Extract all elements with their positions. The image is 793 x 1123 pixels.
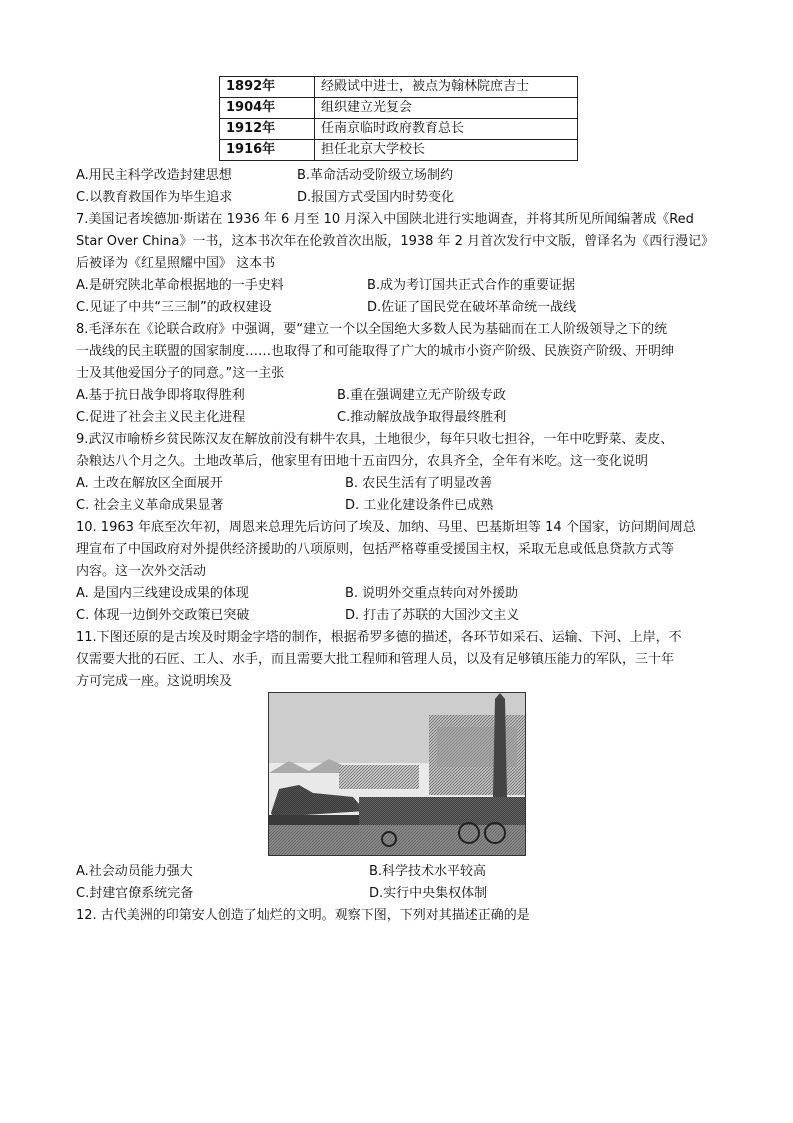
q11-stem-line: 仅需要大批的石匠、工人、水手，而且需要大批工程师和管理人员，以及有足够镇压能力的军队，三十年	[76, 652, 675, 667]
q6-option-b: B.革命活动受阶级立场制约	[297, 168, 454, 183]
q8-option-b: B.重在强调建立无产阶级专政	[337, 388, 507, 403]
q7-stem-line: 后被译为《红星照耀中国》 这本书	[76, 256, 276, 271]
q6-option-c: C.以教育救国作为毕生追求	[76, 190, 233, 205]
timeline-year: 1904年	[220, 98, 315, 119]
q9-option-a: A. 土改在解放区全面展开	[76, 476, 223, 491]
q11-option-c: C.封建官僚系统完备	[76, 886, 194, 901]
q8-option-c: C.促进了社会主义民主化进程	[76, 410, 246, 425]
q7-stem-line: 7.美国记者埃德加·斯诺在 1936 年 6 月至 10 月深入中国陕北进行实地调查，并将其所见所闻编著成《Red	[76, 212, 694, 227]
timeline-event: 任南京临时政府教育总长	[315, 119, 578, 140]
q7-option-d: D.佐证了国民党在破坏革命统一战线	[367, 300, 577, 315]
q7-option-c: C.见证了中共“三三制”的政权建设	[76, 300, 272, 315]
q7-option-a: A.是研究陕北革命根据地的一手史料	[76, 278, 284, 293]
table-row	[220, 119, 578, 140]
q9-option-b: B. 农民生活有了明显改善	[345, 476, 493, 491]
q10-option-d: D. 打击了苏联的大国沙文主义	[345, 608, 520, 623]
q10-option-a: A. 是国内三线建设成果的体现	[76, 586, 249, 601]
q9-option-c: C. 社会主义革命成果显著	[76, 498, 224, 513]
q12-stem-line: 12. 古代美洲的印第安人创造了灿烂的文明。观察下图，下列对其描述正确的是	[76, 908, 530, 923]
q8-option-a: A.基于抗日战争即将取得胜利	[76, 388, 245, 403]
engraving-image-icon	[269, 693, 525, 855]
q11-option-d: D.实行中央集权体制	[369, 886, 488, 901]
timeline-year: 1892年	[220, 77, 315, 98]
timeline-year: 1916年	[220, 140, 315, 161]
q9-stem-line: 9.武汉市喻桥乡贫民陈汉友在解放前没有耕牛农具，土地很少，每年只收七担谷，一年中吃野菜、麦皮、	[76, 432, 674, 447]
q7-option-b: B.成为考订国共正式合作的重要证据	[367, 278, 576, 293]
q8-stem-line: 一战线的民主联盟的国家制度……也取得了和可能取得了广大的城市小资产阶级、民族资产阶级、开明绅	[76, 344, 675, 359]
q11-option-a: A.社会动员能力强大	[76, 864, 193, 879]
timeline-event: 担任北京大学校长	[315, 140, 578, 161]
q8-stem-line: 8.毛泽东在《论联合政府》中强调，要“建立一个以全国绝大多数人民为基础而在工人阶级领导之下的统	[76, 322, 668, 337]
timeline-event: 组织建立光复会	[315, 98, 578, 119]
q10-stem-line: 10. 1963 年底至次年初，周恩来总理先后访问了埃及、加纳、马里、巴基斯坦等 14 个国家，访问期间周总	[76, 520, 696, 535]
table-row	[220, 77, 578, 98]
pyramid-construction-engraving	[268, 692, 526, 856]
timeline-table	[219, 76, 578, 161]
timeline-year: 1912年	[220, 119, 315, 140]
q8-option-d: C.推动解放战争取得最终胜利	[337, 410, 507, 425]
q11-option-b: B.科学技术水平较高	[369, 864, 487, 879]
timeline-event: 经殿试中进士，被点为翰林院庶吉士	[315, 77, 578, 98]
q11-stem-line: 方可完成一座。这说明埃及	[76, 674, 233, 689]
q10-stem-line: 理宣布了中国政府对外提供经济援助的八项原则，包括严格尊重受援国主权，采取无息或低息贷款方式等	[76, 542, 675, 557]
q6-option-a: A.用民主科学改造封建思想	[76, 168, 232, 183]
q10-stem-line: 内容。这一次外交活动	[76, 564, 207, 579]
q11-stem-line: 11.下图还原的是古埃及时期金字塔的制作，根据希罗多德的描述，各环节如采石、运输、下河、上岸，不	[76, 630, 682, 645]
q10-option-c: C. 体现一边倒外交政策已突破	[76, 608, 250, 623]
q7-stem-line: Star Over China》一书，这本书次年在伦敦首次出版，1938 年 2 月首次发行中文版，曾译名为《西行漫记》	[76, 234, 715, 249]
q8-stem-line: 士及其他爱国分子的同意。”这一主张	[76, 366, 285, 381]
q6-option-d: D.报国方式受国内时势变化	[297, 190, 455, 205]
q10-option-b: B. 说明外交重点转向对外援助	[345, 586, 519, 601]
q9-option-d: D. 工业化建设条件已成熟	[345, 498, 494, 513]
q9-stem-line: 杂粮达八个月之久。土地改革后，他家里有田地十五亩四分，农具齐全，全年有米吃。这一变化说明	[76, 454, 649, 469]
table-row	[220, 98, 578, 119]
table-row	[220, 140, 578, 161]
